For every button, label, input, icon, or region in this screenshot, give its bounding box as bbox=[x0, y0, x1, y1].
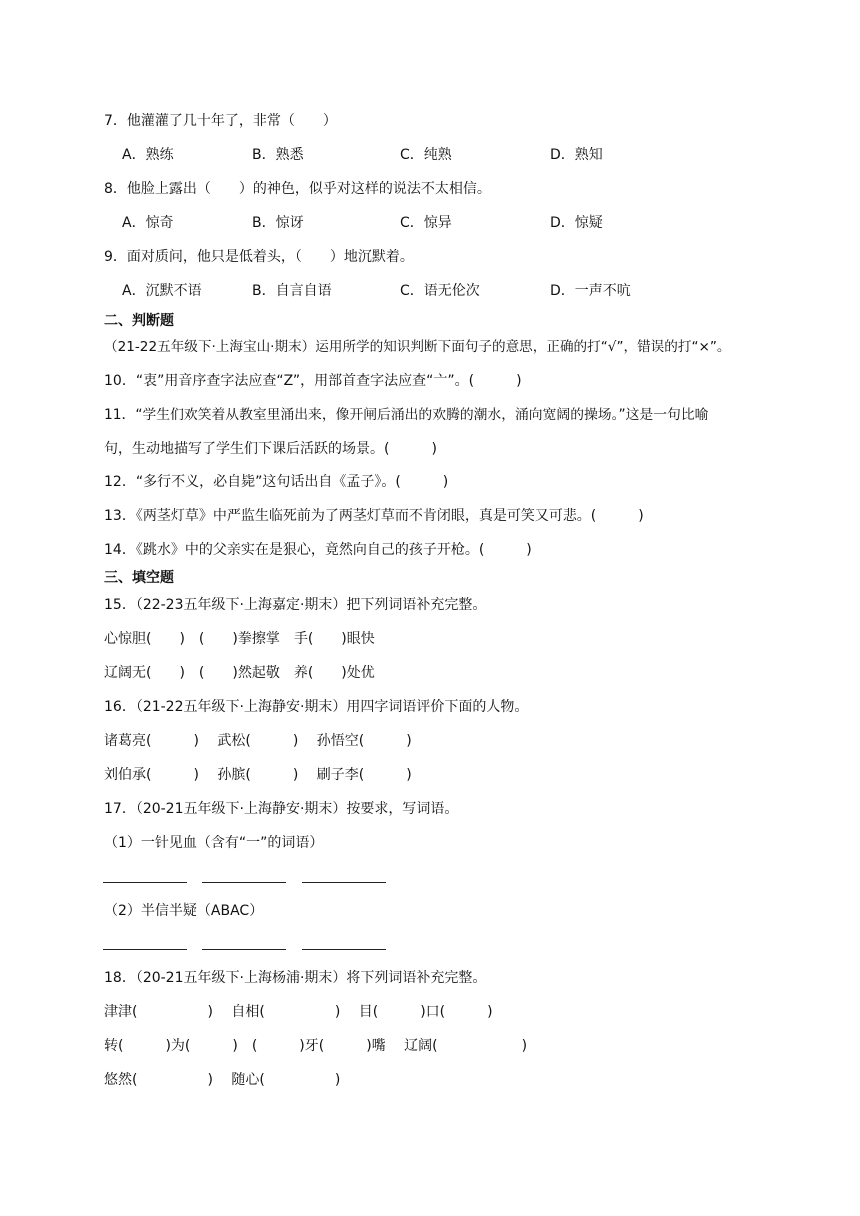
q8-option-b[interactable]: B．惊讶 bbox=[252, 215, 304, 231]
question-16: 16．（21-22五年级下·上海静安·期末）用四字词语评价下面的人物。 bbox=[104, 699, 529, 715]
question-16-row-2: 刘伯承( ) 孙膑( ) 刷子李( ) bbox=[104, 767, 412, 783]
question-16-row-1: 诸葛亮( ) 武松( ) 孙悟空( ) bbox=[104, 733, 412, 749]
question-18-row-1: 津津( ) 自相( ) 目( )口( ) bbox=[104, 1004, 493, 1020]
q8-option-a[interactable]: A．惊奇 bbox=[122, 215, 174, 231]
question-17-sub-1: （1）一针见血（含有“一”的词语） bbox=[104, 835, 324, 851]
question-14: 14．《跳水》中的父亲实在是狠心，竟然向自己的孩子开枪。( ) bbox=[104, 542, 532, 558]
q7-option-c[interactable]: C．纯熟 bbox=[400, 147, 452, 163]
question-18-row-2: 转( )为( ) ( )牙( )嘴 辽阔( ) bbox=[104, 1038, 528, 1054]
q7-option-b[interactable]: B．熟悉 bbox=[252, 147, 304, 163]
q9-option-d[interactable]: D．一声不吭 bbox=[550, 283, 631, 299]
question-18-row-3: 悠然( ) 随心( ) bbox=[104, 1072, 341, 1088]
answer-blank[interactable] bbox=[302, 949, 386, 950]
question-13: 13．《两茎灯草》中严监生临死前为了两茎灯草而不肯闭眼，真是可笑又可悲。( ) bbox=[104, 508, 644, 524]
answer-blank[interactable] bbox=[202, 882, 286, 883]
question-15: 15．（22-23五年级下·上海嘉定·期末）把下列词语补充完整。 bbox=[104, 597, 487, 613]
question-17: 17．（20-21五年级下·上海静安·期末）按要求，写词语。 bbox=[104, 801, 459, 817]
section-3-title: 三、填空题 bbox=[104, 570, 174, 586]
q7-option-d[interactable]: D．熟知 bbox=[550, 147, 603, 163]
q8-option-c[interactable]: C．惊异 bbox=[400, 215, 452, 231]
q8-option-d[interactable]: D．惊疑 bbox=[550, 215, 603, 231]
section-2-title: 二、判断题 bbox=[104, 313, 174, 329]
question-11-line-1: 11．“学生们欢笑着从教室里涌出来，像开闸后涌出的欢腾的潮水，涌向宽阔的操场。”这是一句比喻 bbox=[104, 407, 709, 423]
q9-option-b[interactable]: B．自言自语 bbox=[252, 283, 332, 299]
q9-option-c[interactable]: C．语无伦次 bbox=[400, 283, 480, 299]
question-15-row-1: 心惊胆( ) ( )拳擦掌 手( )眼快 bbox=[104, 631, 375, 647]
q7-option-a[interactable]: A．熟练 bbox=[122, 147, 174, 163]
question-7-stem: 7．他灌灌了几十年了，非常（ ） bbox=[104, 113, 337, 129]
answer-blank[interactable] bbox=[103, 882, 187, 883]
question-8-stem: 8．他脸上露出（ ）的神色，似乎对这样的说法不太相信。 bbox=[104, 181, 491, 197]
question-17-sub-2: （2）半信半疑（ABAC） bbox=[104, 903, 264, 919]
question-15-row-2: 辽阔无( ) ( )然起敬 养( )处优 bbox=[104, 665, 375, 681]
answer-blank[interactable] bbox=[202, 949, 286, 950]
question-11-line-2: 句，生动地描写了学生们下课后活跃的场景。( ) bbox=[104, 441, 437, 457]
answer-blank[interactable] bbox=[103, 949, 187, 950]
section-2-intro: （21-22五年级下·上海宝山·期末）运用所学的知识判断下面句子的意思，正确的打“√”，错误的打“×”。 bbox=[104, 339, 731, 355]
answer-blank[interactable] bbox=[302, 882, 386, 883]
question-10: 10．“衷”用音序查字法应查“Z”，用部首查字法应查“亠”。( ) bbox=[104, 373, 522, 389]
question-18: 18．（20-21五年级下·上海杨浦·期末）将下列词语补充完整。 bbox=[104, 970, 487, 986]
question-9-stem: 9．面对质问，他只是低着头，（ ）地沉默着。 bbox=[104, 249, 414, 265]
q9-option-a[interactable]: A．沉默不语 bbox=[122, 283, 202, 299]
question-12: 12．“多行不义，必自毙”这句话出自《孟子》。( ) bbox=[104, 474, 449, 490]
